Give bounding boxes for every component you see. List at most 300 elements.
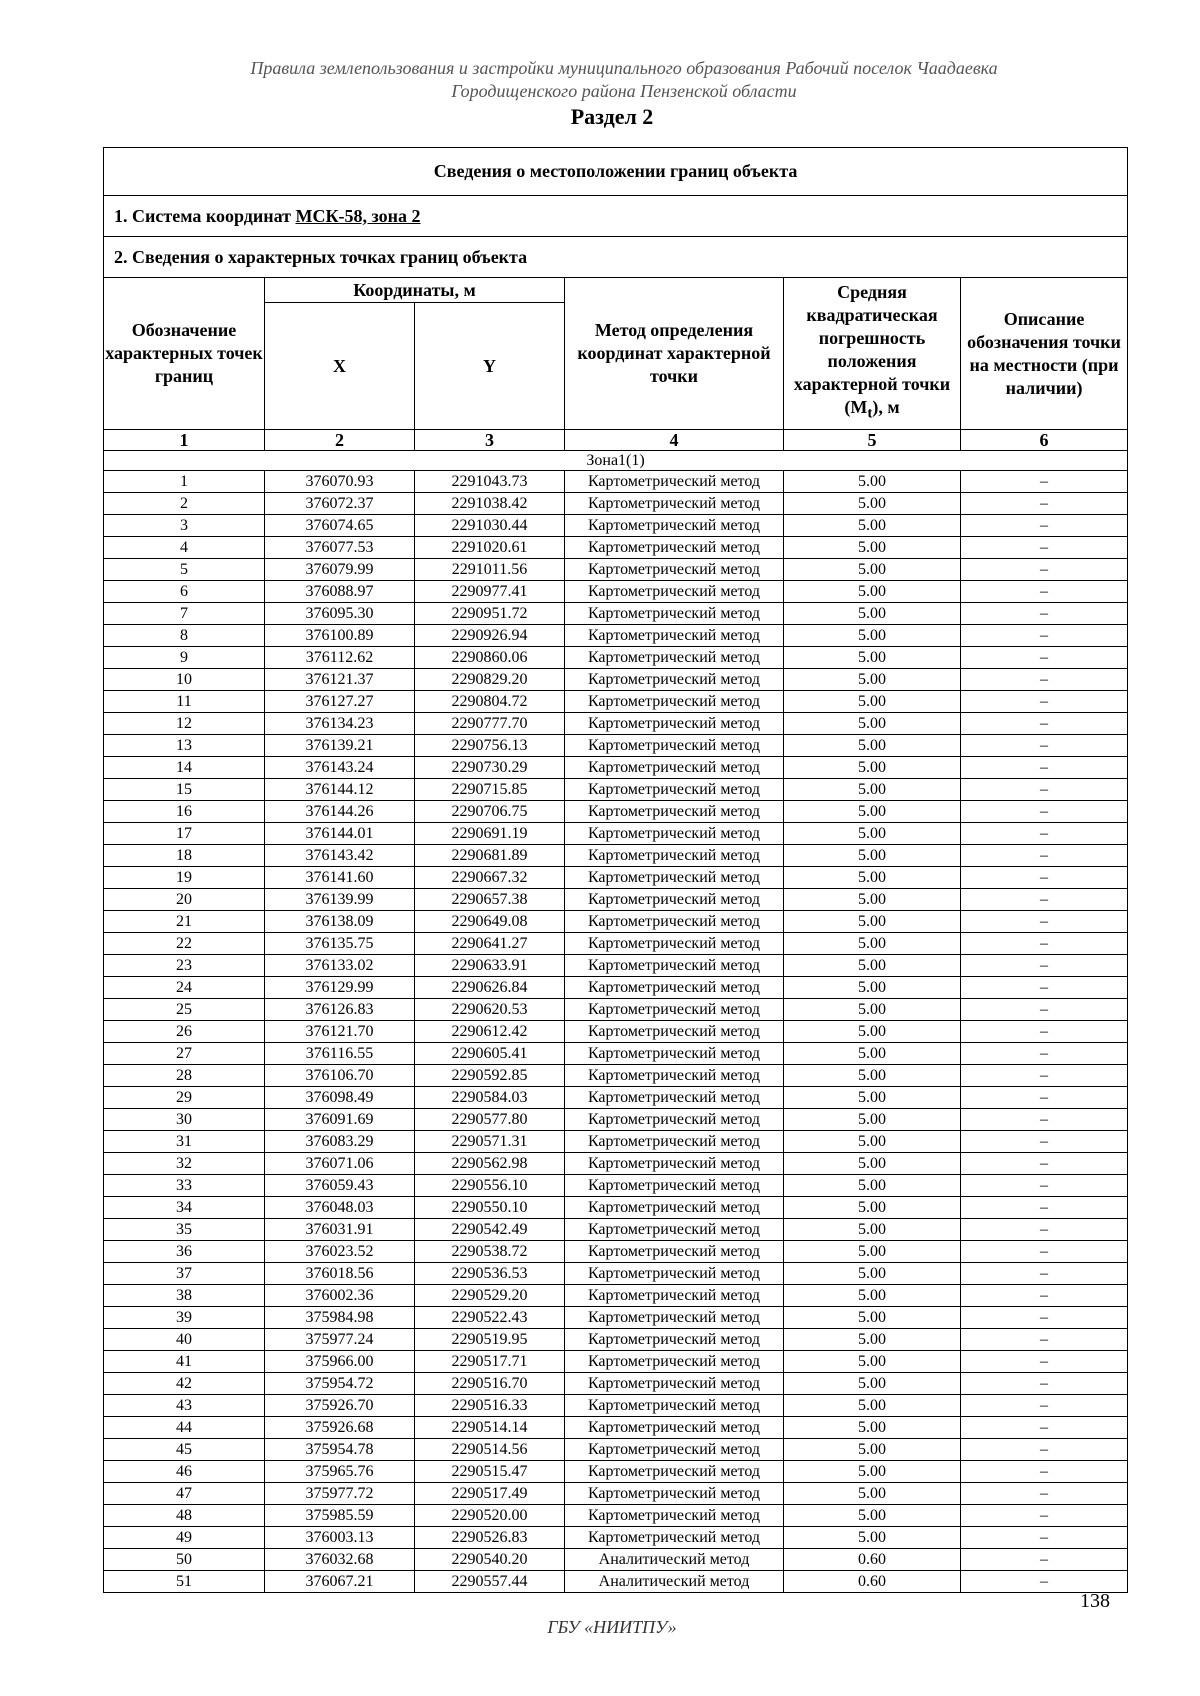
y-coordinate-cell: 2290706.75 (415, 801, 565, 823)
description-cell: – (961, 1153, 1128, 1175)
table-row (104, 999, 1128, 1021)
table-row (104, 1417, 1128, 1439)
y-coordinate-cell: 2290715.85 (415, 779, 565, 801)
description-cell: – (961, 493, 1128, 515)
table-row (104, 823, 1128, 845)
description-cell: – (961, 515, 1128, 537)
x-coordinate-cell: 376106.70 (265, 1065, 415, 1087)
description-cell: – (961, 1439, 1128, 1461)
table-row (104, 1373, 1128, 1395)
error-cell: 5.00 (784, 1219, 961, 1241)
table-row (104, 801, 1128, 823)
x-coordinate-cell: 376003.13 (265, 1527, 415, 1549)
point-id-cell: 44 (104, 1417, 265, 1439)
method-cell: Картометрический метод (565, 1285, 784, 1307)
header-error-tail: ), м (872, 397, 900, 418)
point-id-cell: 51 (104, 1571, 265, 1593)
method-cell: Картометрический метод (565, 999, 784, 1021)
header-x: X (265, 303, 415, 430)
error-cell: 5.00 (784, 537, 961, 559)
x-coordinate-cell: 375954.72 (265, 1373, 415, 1395)
error-cell: 5.00 (784, 581, 961, 603)
point-id-cell: 35 (104, 1219, 265, 1241)
column-number: 6 (961, 430, 1128, 451)
y-coordinate-cell: 2290516.70 (415, 1373, 565, 1395)
description-cell: – (961, 1307, 1128, 1329)
boundary-points-table (103, 147, 1128, 1593)
point-id-cell: 22 (104, 933, 265, 955)
x-coordinate-cell: 376139.99 (265, 889, 415, 911)
coordinate-system-label: 1. Система координат (114, 205, 296, 226)
point-id-cell: 5 (104, 559, 265, 581)
table-row (104, 911, 1128, 933)
method-cell: Картометрический метод (565, 1241, 784, 1263)
point-id-cell: 45 (104, 1439, 265, 1461)
table-row (104, 1483, 1128, 1505)
coordinate-system-row (104, 196, 1128, 237)
table-row (104, 1087, 1128, 1109)
point-id-cell: 11 (104, 691, 265, 713)
point-id-cell: 1 (104, 471, 265, 493)
method-cell: Картометрический метод (565, 977, 784, 999)
x-coordinate-cell: 376127.27 (265, 691, 415, 713)
error-cell: 5.00 (784, 735, 961, 757)
table-row (104, 493, 1128, 515)
point-id-cell: 46 (104, 1461, 265, 1483)
table-row (104, 1285, 1128, 1307)
method-cell: Картометрический метод (565, 713, 784, 735)
description-cell: – (961, 867, 1128, 889)
description-cell: – (961, 603, 1128, 625)
method-cell: Картометрический метод (565, 515, 784, 537)
y-coordinate-cell: 2290542.49 (415, 1219, 565, 1241)
description-cell: – (961, 1329, 1128, 1351)
method-cell: Картометрический метод (565, 867, 784, 889)
method-cell: Картометрический метод (565, 889, 784, 911)
x-coordinate-cell: 376121.70 (265, 1021, 415, 1043)
point-id-cell: 50 (104, 1549, 265, 1571)
error-cell: 5.00 (784, 1153, 961, 1175)
table-row (104, 977, 1128, 999)
error-cell: 5.00 (784, 471, 961, 493)
point-id-cell: 47 (104, 1483, 265, 1505)
description-cell: – (961, 999, 1128, 1021)
error-cell: 5.00 (784, 1527, 961, 1549)
description-cell: – (961, 933, 1128, 955)
method-cell: Картометрический метод (565, 1175, 784, 1197)
error-cell: 5.00 (784, 955, 961, 977)
error-cell: 5.00 (784, 1065, 961, 1087)
header-y: Y (415, 303, 565, 430)
error-cell: 5.00 (784, 1087, 961, 1109)
point-id-cell: 27 (104, 1043, 265, 1065)
point-id-cell: 25 (104, 999, 265, 1021)
point-id-cell: 33 (104, 1175, 265, 1197)
point-id-cell: 43 (104, 1395, 265, 1417)
error-cell: 5.00 (784, 1109, 961, 1131)
x-coordinate-cell: 376126.83 (265, 999, 415, 1021)
x-coordinate-cell: 375965.76 (265, 1461, 415, 1483)
table-row (104, 1527, 1128, 1549)
header-description: Описание обозначения точки на местности (при наличии) (961, 278, 1128, 430)
description-cell: – (961, 625, 1128, 647)
y-coordinate-cell: 2290612.42 (415, 1021, 565, 1043)
error-cell: 5.00 (784, 1285, 961, 1307)
point-id-cell: 36 (104, 1241, 265, 1263)
y-coordinate-cell: 2290926.94 (415, 625, 565, 647)
point-id-cell: 7 (104, 603, 265, 625)
table-row (104, 1395, 1128, 1417)
table-row (104, 1043, 1128, 1065)
method-cell: Картометрический метод (565, 1505, 784, 1527)
method-cell: Картометрический метод (565, 1043, 784, 1065)
x-coordinate-cell: 376067.21 (265, 1571, 415, 1593)
point-id-cell: 34 (104, 1197, 265, 1219)
method-cell: Картометрический метод (565, 1131, 784, 1153)
x-coordinate-cell: 376095.30 (265, 603, 415, 625)
table-row (104, 1439, 1128, 1461)
description-cell: – (961, 1461, 1128, 1483)
table-row (104, 779, 1128, 801)
x-coordinate-cell: 376071.06 (265, 1153, 415, 1175)
error-cell: 5.00 (784, 625, 961, 647)
y-coordinate-cell: 2290557.44 (415, 1571, 565, 1593)
table-row (104, 603, 1128, 625)
y-coordinate-cell: 2290562.98 (415, 1153, 565, 1175)
section-title: Раздел 2 (570, 104, 654, 129)
method-cell: Картометрический метод (565, 911, 784, 933)
table-row (104, 581, 1128, 603)
x-coordinate-cell: 375954.78 (265, 1439, 415, 1461)
x-coordinate-cell: 376143.24 (265, 757, 415, 779)
table-row (104, 889, 1128, 911)
point-id-cell: 16 (104, 801, 265, 823)
x-coordinate-cell: 376141.60 (265, 867, 415, 889)
table-row (104, 625, 1128, 647)
y-coordinate-cell: 2291011.56 (415, 559, 565, 581)
method-cell: Картометрический метод (565, 1439, 784, 1461)
table-row (104, 1571, 1128, 1593)
method-cell: Картометрический метод (565, 1417, 784, 1439)
coordinate-system-value: МСК-58, зона 2 (295, 205, 421, 226)
error-cell: 5.00 (784, 1417, 961, 1439)
column-number: 1 (104, 430, 265, 451)
header-error-text: Средняя квадратическая погрешность положения характерной точки (M (793, 282, 951, 418)
description-cell: – (961, 1021, 1128, 1043)
method-cell: Картометрический метод (565, 493, 784, 515)
table-row (104, 845, 1128, 867)
point-id-cell: 30 (104, 1109, 265, 1131)
x-coordinate-cell: 376144.12 (265, 779, 415, 801)
y-coordinate-cell: 2290526.83 (415, 1527, 565, 1549)
method-cell: Аналитический метод (565, 1571, 784, 1593)
error-cell: 5.00 (784, 757, 961, 779)
method-cell: Картометрический метод (565, 603, 784, 625)
description-cell: – (961, 1527, 1128, 1549)
description-cell: – (961, 713, 1128, 735)
table-row (104, 757, 1128, 779)
table-row (104, 1197, 1128, 1219)
x-coordinate-cell: 376133.02 (265, 955, 415, 977)
method-cell: Картометрический метод (565, 779, 784, 801)
error-cell: 5.00 (784, 823, 961, 845)
x-coordinate-cell: 376144.26 (265, 801, 415, 823)
y-coordinate-cell: 2290951.72 (415, 603, 565, 625)
table-row (104, 669, 1128, 691)
description-cell: – (961, 911, 1128, 933)
table-row (104, 515, 1128, 537)
table-row (104, 867, 1128, 889)
table-row (104, 1219, 1128, 1241)
x-coordinate-cell: 376129.99 (265, 977, 415, 999)
method-cell: Картометрический метод (565, 1461, 784, 1483)
x-coordinate-cell: 376138.09 (265, 911, 415, 933)
point-id-cell: 4 (104, 537, 265, 559)
description-cell: – (961, 669, 1128, 691)
method-cell: Картометрический метод (565, 581, 784, 603)
y-coordinate-cell: 2290520.00 (415, 1505, 565, 1527)
point-id-cell: 31 (104, 1131, 265, 1153)
method-cell: Картометрический метод (565, 647, 784, 669)
method-cell: Картометрический метод (565, 1065, 784, 1087)
error-cell: 5.00 (784, 977, 961, 999)
method-cell: Картометрический метод (565, 1021, 784, 1043)
x-coordinate-cell: 376018.56 (265, 1263, 415, 1285)
description-cell: – (961, 1065, 1128, 1087)
method-cell: Картометрический метод (565, 955, 784, 977)
method-cell: Картометрический метод (565, 1087, 784, 1109)
table-row (104, 1263, 1128, 1285)
description-cell: – (961, 1395, 1128, 1417)
description-cell: – (961, 1373, 1128, 1395)
point-id-cell: 41 (104, 1351, 265, 1373)
table-row (104, 647, 1128, 669)
method-cell: Картометрический метод (565, 1109, 784, 1131)
point-id-cell: 48 (104, 1505, 265, 1527)
error-cell: 5.00 (784, 1043, 961, 1065)
method-cell: Картометрический метод (565, 625, 784, 647)
point-id-cell: 12 (104, 713, 265, 735)
table-row (104, 1241, 1128, 1263)
table-row (104, 1307, 1128, 1329)
method-cell: Картометрический метод (565, 933, 784, 955)
table-row (104, 471, 1128, 493)
error-cell: 5.00 (784, 1483, 961, 1505)
description-cell: – (961, 1109, 1128, 1131)
y-coordinate-cell: 2290777.70 (415, 713, 565, 735)
description-cell: – (961, 1241, 1128, 1263)
point-id-cell: 15 (104, 779, 265, 801)
description-cell: – (961, 1505, 1128, 1527)
error-cell: 5.00 (784, 603, 961, 625)
method-cell: Картометрический метод (565, 1483, 784, 1505)
y-coordinate-cell: 2290756.13 (415, 735, 565, 757)
description-cell: – (961, 845, 1128, 867)
document-header-line2: Городищенского района Пензенской области (451, 81, 797, 101)
table-row (104, 691, 1128, 713)
error-cell: 5.00 (784, 1131, 961, 1153)
table-row (104, 537, 1128, 559)
x-coordinate-cell: 376079.99 (265, 559, 415, 581)
point-id-cell: 3 (104, 515, 265, 537)
y-coordinate-cell: 2291038.42 (415, 493, 565, 515)
x-coordinate-cell: 375966.00 (265, 1351, 415, 1373)
y-coordinate-cell: 2290681.89 (415, 845, 565, 867)
description-cell: – (961, 1043, 1128, 1065)
y-coordinate-cell: 2290556.10 (415, 1175, 565, 1197)
header-method: Метод определения координат характерной точки (565, 278, 784, 430)
description-cell: – (961, 1549, 1128, 1571)
method-cell: Картометрический метод (565, 1263, 784, 1285)
method-cell: Картометрический метод (565, 1329, 784, 1351)
method-cell: Картометрический метод (565, 823, 784, 845)
error-cell: 5.00 (784, 1175, 961, 1197)
description-cell: – (961, 1087, 1128, 1109)
table-row (104, 1461, 1128, 1483)
x-coordinate-cell: 375977.72 (265, 1483, 415, 1505)
y-coordinate-cell: 2290514.14 (415, 1417, 565, 1439)
table-row (104, 1351, 1128, 1373)
point-id-cell: 29 (104, 1087, 265, 1109)
error-cell: 5.00 (784, 1329, 961, 1351)
y-coordinate-cell: 2290641.27 (415, 933, 565, 955)
description-cell: – (961, 1285, 1128, 1307)
error-cell: 5.00 (784, 779, 961, 801)
table-row (104, 1109, 1128, 1131)
x-coordinate-cell: 376121.37 (265, 669, 415, 691)
method-cell: Картометрический метод (565, 757, 784, 779)
y-coordinate-cell: 2290691.19 (415, 823, 565, 845)
table-row (104, 735, 1128, 757)
column-numbers-row (104, 430, 1128, 451)
method-cell: Картометрический метод (565, 1373, 784, 1395)
x-coordinate-cell: 376002.36 (265, 1285, 415, 1307)
y-coordinate-cell: 2290860.06 (415, 647, 565, 669)
error-cell: 5.00 (784, 669, 961, 691)
table-row (104, 1549, 1128, 1571)
point-id-cell: 17 (104, 823, 265, 845)
point-id-cell: 20 (104, 889, 265, 911)
point-id-cell: 42 (104, 1373, 265, 1395)
y-coordinate-cell: 2290829.20 (415, 669, 565, 691)
column-number: 4 (565, 430, 784, 451)
x-coordinate-cell: 376091.69 (265, 1109, 415, 1131)
error-cell: 5.00 (784, 1505, 961, 1527)
table-row (104, 1175, 1128, 1197)
y-coordinate-cell: 2290516.33 (415, 1395, 565, 1417)
x-coordinate-cell: 376032.68 (265, 1549, 415, 1571)
point-id-cell: 38 (104, 1285, 265, 1307)
error-cell: 5.00 (784, 1021, 961, 1043)
point-id-cell: 37 (104, 1263, 265, 1285)
x-coordinate-cell: 376098.49 (265, 1087, 415, 1109)
x-coordinate-cell: 376100.89 (265, 625, 415, 647)
table-row (104, 955, 1128, 977)
error-cell: 5.00 (784, 515, 961, 537)
point-id-cell: 13 (104, 735, 265, 757)
method-cell: Картометрический метод (565, 559, 784, 581)
description-cell: – (961, 757, 1128, 779)
method-cell: Картометрический метод (565, 1395, 784, 1417)
table-row (104, 559, 1128, 581)
error-cell: 5.00 (784, 691, 961, 713)
y-coordinate-cell: 2290571.31 (415, 1131, 565, 1153)
description-cell: – (961, 537, 1128, 559)
error-cell: 5.00 (784, 493, 961, 515)
description-cell: – (961, 1263, 1128, 1285)
method-cell: Картометрический метод (565, 735, 784, 757)
error-cell: 5.00 (784, 713, 961, 735)
zone-label: Зона1(1) (104, 451, 1128, 471)
x-coordinate-cell: 375926.68 (265, 1417, 415, 1439)
description-cell: – (961, 823, 1128, 845)
error-cell: 5.00 (784, 1307, 961, 1329)
table-row (104, 1329, 1128, 1351)
description-cell: – (961, 1219, 1128, 1241)
points-table-body (104, 471, 1128, 1593)
error-cell: 5.00 (784, 1197, 961, 1219)
description-cell: – (961, 1175, 1128, 1197)
x-coordinate-cell: 375985.59 (265, 1505, 415, 1527)
y-coordinate-cell: 2290584.03 (415, 1087, 565, 1109)
x-coordinate-cell: 376070.93 (265, 471, 415, 493)
y-coordinate-cell: 2290657.38 (415, 889, 565, 911)
x-coordinate-cell: 376112.62 (265, 647, 415, 669)
x-coordinate-cell: 376134.23 (265, 713, 415, 735)
y-coordinate-cell: 2290517.49 (415, 1483, 565, 1505)
x-coordinate-cell: 376135.75 (265, 933, 415, 955)
point-id-cell: 28 (104, 1065, 265, 1087)
y-coordinate-cell: 2290730.29 (415, 757, 565, 779)
description-cell: – (961, 647, 1128, 669)
page-number: 138 (1080, 1590, 1110, 1612)
y-coordinate-cell: 2290522.43 (415, 1307, 565, 1329)
y-coordinate-cell: 2291043.73 (415, 471, 565, 493)
error-cell: 5.00 (784, 911, 961, 933)
x-coordinate-cell: 376144.01 (265, 823, 415, 845)
description-cell: – (961, 735, 1128, 757)
y-coordinate-cell: 2290977.41 (415, 581, 565, 603)
x-coordinate-cell: 376139.21 (265, 735, 415, 757)
x-coordinate-cell: 375926.70 (265, 1395, 415, 1417)
method-cell: Картометрический метод (565, 1527, 784, 1549)
point-id-cell: 23 (104, 955, 265, 977)
description-cell: – (961, 559, 1128, 581)
y-coordinate-cell: 2290592.85 (415, 1065, 565, 1087)
y-coordinate-cell: 2290540.20 (415, 1549, 565, 1571)
method-cell: Картометрический метод (565, 537, 784, 559)
point-id-cell: 2 (104, 493, 265, 515)
point-id-cell: 39 (104, 1307, 265, 1329)
method-cell: Картометрический метод (565, 845, 784, 867)
table-row (104, 1505, 1128, 1527)
x-coordinate-cell: 376088.97 (265, 581, 415, 603)
point-id-cell: 26 (104, 1021, 265, 1043)
column-number: 2 (265, 430, 415, 451)
table-row (104, 933, 1128, 955)
point-id-cell: 40 (104, 1329, 265, 1351)
x-coordinate-cell: 376143.42 (265, 845, 415, 867)
description-cell: – (961, 977, 1128, 999)
point-id-cell: 32 (104, 1153, 265, 1175)
y-coordinate-cell: 2290538.72 (415, 1241, 565, 1263)
y-coordinate-cell: 2290667.32 (415, 867, 565, 889)
point-id-cell: 49 (104, 1527, 265, 1549)
error-cell: 5.00 (784, 1439, 961, 1461)
table-row (104, 713, 1128, 735)
method-cell: Картометрический метод (565, 669, 784, 691)
y-coordinate-cell: 2290517.71 (415, 1351, 565, 1373)
